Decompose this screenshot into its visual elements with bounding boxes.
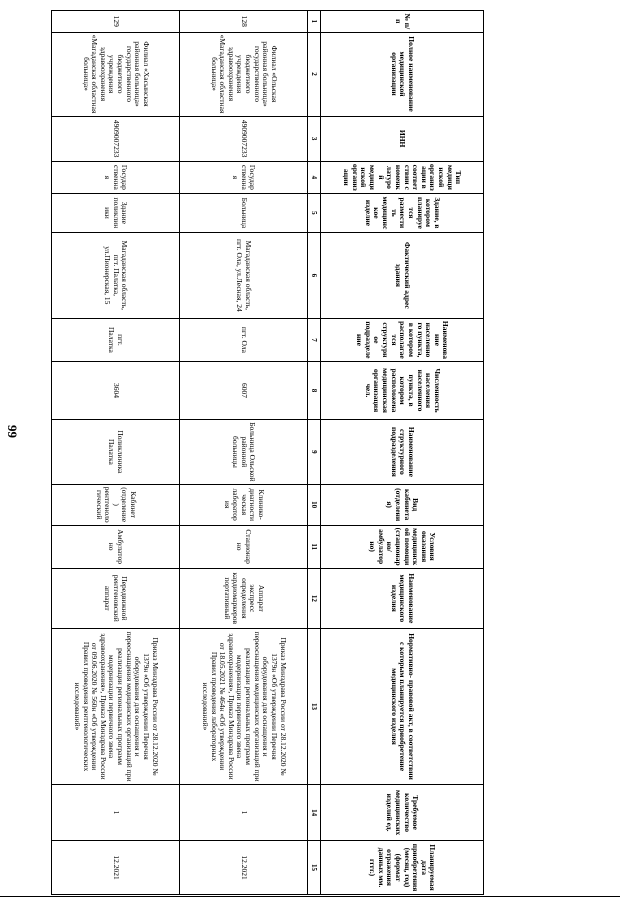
column-number-row [308,11,321,895]
column-number: 13 [308,628,321,784]
column-number: 12 [308,568,321,628]
column-number: 2 [308,32,321,116]
cell-unit: Поликлиника Палатка [52,420,180,485]
cell-org: Филиал «Хасынская районная больница» государственного бюджетного учреждения здравоохранения «Магаданская областная больница» [52,32,180,116]
cell-unit: Больница Ольской районной больницы [180,420,308,485]
cell-locality: пгт. Палатка [52,318,180,361]
table-row [180,11,308,895]
column-number: 7 [308,318,321,361]
cell-type: Государственная [180,161,308,193]
header-cell: Наименование структурного подразделения [321,420,484,485]
cell-locality: пгт. Ола [180,318,308,361]
cell-num: 128 [180,11,308,33]
header-cell: Наименование населенного пункта, в котором располагается структурное подразделение [321,318,484,361]
cell-building: Здание поликлиники [52,194,180,233]
column-number: 8 [308,361,321,419]
column-number: 1 [308,11,321,33]
cell-cabinet: Кабинет (отделение) рентгенологический [52,484,180,525]
header-cell: Требуемое количество медицинских изделий ед. [321,785,484,841]
cell-act: Приказ Минздрава России от 28.12.2020 № 1379н «Об утверждении Перечня оборудования для оснащения и переоснащения медицинских организаций при реализации региональных программ модернизации первичного звена здравоохранения», Приказ Минздрава России от 09.06.2020 № 560н «Об утверждении Правил проведения рентгенологических исследований» [52,628,180,784]
header-cell: Здание, в котором планируется разместить медицинское изделие [321,194,484,233]
column-number: 3 [308,116,321,161]
table-row [52,11,180,895]
header-cell: Численность населения населенного пункта, в котором расположена медицинская организация чел. [321,361,484,419]
page-number: 99 [5,425,20,438]
cell-device: Передвижной рентгеновский аппарат [52,568,180,628]
cell-cabinet: Клинико-диагностическая лаборатория [180,484,308,525]
cell-qty: 1 [180,785,308,841]
column-number: 4 [308,161,321,193]
cell-type: Государственная [52,161,180,193]
cell-conditions: Амбулаторно [52,525,180,568]
cell-population: 6007 [180,361,308,419]
rotated-table-container [60,10,484,895]
header-row [321,11,484,895]
cell-conditions: Стационарно [180,525,308,568]
column-number: 5 [308,194,321,233]
cell-inn: 4909007233 [180,116,308,161]
header-cell: Условия оказания медицинской помощи (стационарно/амбулаторно) [321,525,484,568]
column-number: 11 [308,525,321,568]
header-cell: Тип медицинской организации в соответствии с номенклатурой медицинской организации [321,161,484,193]
header-cell: № п/п [321,11,484,33]
cell-date: 12.2021 [52,841,180,895]
cell-population: 3604 [52,361,180,419]
column-number: 14 [308,785,321,841]
header-cell: Полное наименование медицинской организации [321,32,484,116]
cell-device: Аппарат экспресс определения кардиомаркеров портативный [180,568,308,628]
cell-address: Магаданская область, пгт. Ола, ул.Лесная, 24 [180,232,308,318]
header-cell: Нормативно- правовой акт, в соответствии с которым планируется приобретение медицинского изделия [321,628,484,784]
header-cell: Планируемая дата приобретения (месяц, год) (формат отражения данных мм. гггг.) [321,841,484,895]
footer-divider [0,896,620,897]
cell-date: 12.2021 [180,841,308,895]
header-cell: Фактический адрес здания [321,232,484,318]
column-number: 9 [308,420,321,485]
cell-org: Филиал «Ольская районная больница» государственного бюджетного учреждения здравоохранения «Магаданская областная больница» [180,32,308,116]
column-number: 6 [308,232,321,318]
cell-act: Приказ Минздрава России от 28.12.2020 № 1379н «Об утверждении Перечня оборудования для оснащения и переоснащения медицинских организаций при реализации региональных программ модернизации первичного звена здравоохранения», Приказ Минздрава России от 18.05.2021 № 464н «Об утверждении Правил проведения лабораторных исследований» [180,628,308,784]
header-cell: ИНН [321,116,484,161]
cell-qty: 1 [52,785,180,841]
equipment-table [51,10,484,895]
cell-address: Магаданская область, пгт. Палатка, ул.Пионерская, 15 [52,232,180,318]
column-number: 10 [308,484,321,525]
column-number: 15 [308,841,321,895]
cell-inn: 4909007233 [52,116,180,161]
header-cell: Наименование медицинского изделия [321,568,484,628]
cell-num: 129 [52,11,180,33]
header-cell: Вид кабинета (отделения) [321,484,484,525]
cell-building: Больница [180,194,308,233]
